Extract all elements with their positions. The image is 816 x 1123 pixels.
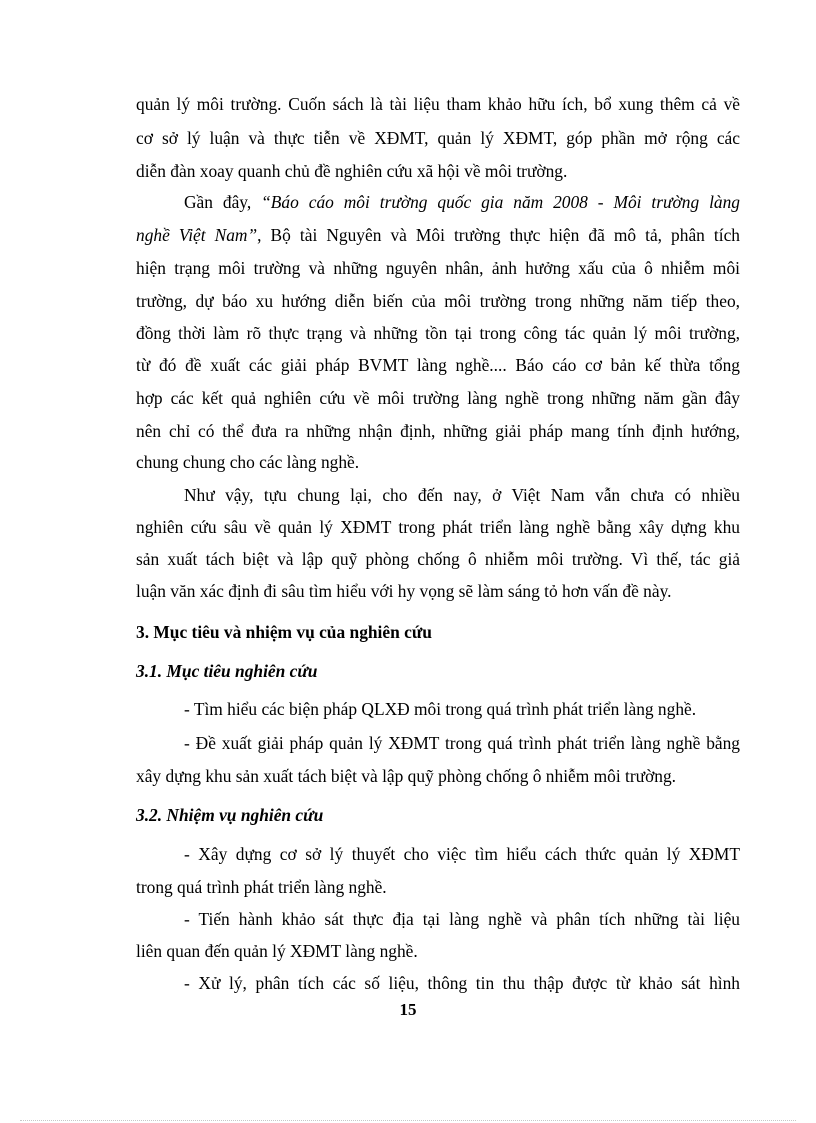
paragraph-2-line-8: nên chỉ có thể đưa ra những nhận định, những giải pháp mang tính định hướng, — [136, 421, 740, 441]
paragraph-2-intro: Gần đây, — [184, 192, 262, 212]
report-title-part-2: nghề Việt Nam” — [136, 225, 258, 245]
paragraph-2-line-2 — [136, 224, 740, 246]
objective-item-1: - Tìm hiểu các biện pháp QLXĐ môi trong quá trình phát triển làng nghề. — [184, 699, 697, 719]
paragraph-1-line-3: diễn đàn xoay quanh chủ đề nghiên cứu xã hội về môi trường. — [136, 161, 568, 181]
paragraph-2-line-9: chung chung cho các làng nghề. — [136, 452, 360, 472]
paragraph-2-line-5: đồng thời làm rõ thực trạng và những tồn tại trong công tác quản lý môi trường, — [136, 323, 740, 343]
paragraph-1-line-2: cơ sở lý luận và thực tiễn về XĐMT, quản lý XĐMT, góp phần mở rộng các — [136, 128, 740, 148]
section-3-1-heading: 3.1. Mục tiêu nghiên cứu — [136, 661, 318, 681]
task-item-1-line-2: trong quá trình phát triển làng nghề. — [136, 877, 387, 897]
task-item-3-line-1: - Xử lý, phân tích các số liệu, thông tin thu thập được từ khảo sát hình — [184, 973, 740, 993]
paragraph-2-line-2-rest: , Bộ tài Nguyên và Môi trường thực hiện đã mô tả, phân tích — [257, 225, 740, 245]
report-title-part-1: “Báo cáo môi trường quốc gia năm 2008 - Môi trường làng — [261, 192, 740, 212]
paragraph-2-line-1 — [184, 191, 740, 213]
paragraph-3-line-1: Như vậy, tựu chung lại, cho đến nay, ở Việt Nam vẫn chưa có nhiều — [184, 485, 740, 505]
task-item-2-line-2: liên quan đến quản lý XĐMT làng nghề. — [136, 941, 418, 961]
paragraph-3-line-2: nghiên cứu sâu về quản lý XĐMT trong phát triển làng nghề bằng xây dựng khu — [136, 517, 740, 537]
paragraph-1-line-1: quản lý môi trường. Cuốn sách là tài liệu tham khảo hữu ích, bổ xung thêm cả về — [136, 94, 740, 114]
task-item-2-line-1: - Tiến hành khảo sát thực địa tại làng nghề và phân tích những tài liệu — [184, 909, 740, 929]
objective-item-2-line-2: xây dựng khu sản xuất tách biệt và lập quỹ phòng chống ô nhiễm môi trường. — [136, 766, 677, 786]
paragraph-3-line-4: luận văn xác định đi sâu tìm hiểu với hy vọng sẽ làm sáng tỏ hơn vấn đề này. — [136, 581, 672, 601]
page-number: 15 — [399, 1000, 417, 1019]
paragraph-2-line-4: trường, dự báo xu hướng diễn biến của môi trường trong những năm tiếp theo, — [136, 291, 740, 311]
task-item-1-line-1: - Xây dựng cơ sở lý thuyết cho việc tìm hiểu cách thức quản lý XĐMT — [184, 844, 740, 864]
section-3-heading: 3. Mục tiêu và nhiệm vụ của nghiên cứu — [136, 622, 432, 642]
section-3-2-heading: 3.2. Nhiệm vụ nghiên cứu — [136, 805, 324, 825]
paragraph-2-line-3: hiện trạng môi trường và những nguyên nhân, ảnh hưởng xấu của ô nhiễm môi — [136, 258, 740, 278]
paragraph-2-line-7: hợp các kết quả nghiên cứu về môi trường làng nghề trong những năm gần đây — [136, 388, 740, 408]
objective-item-2-line-1: - Đề xuất giải pháp quản lý XĐMT trong quá trình phát triển làng nghề bằng — [184, 733, 740, 753]
paragraph-2-line-6: từ đó đề xuất các giải pháp BVMT làng nghề.... Báo cáo cơ bản kế thừa tổng — [136, 355, 740, 375]
paragraph-3-line-3: sản xuất tách biệt và lập quỹ phòng chống ô nhiễm môi trường. Vì thế, tác giả — [136, 549, 740, 569]
page-bottom-divider — [20, 1120, 796, 1121]
